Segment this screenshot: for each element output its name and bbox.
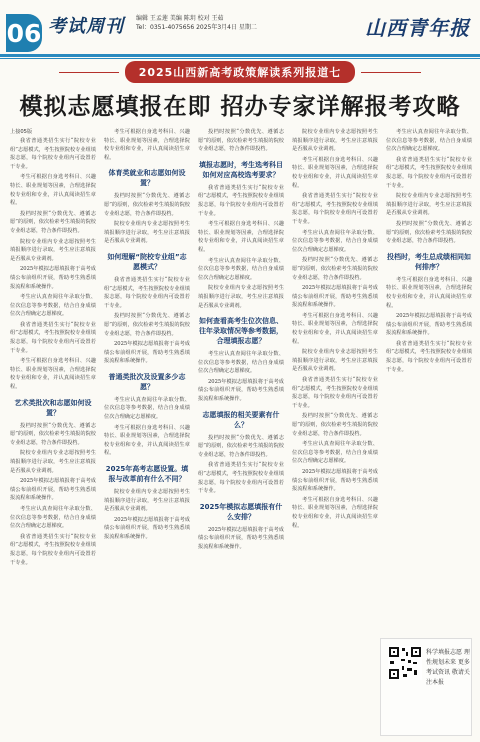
paragraph: 考生应认真查阅往年录取分数、位次信息等参考数据，结合自身成绩位次合理确定志愿梯度。 (386, 129, 472, 153)
paragraph: 2025年模拟志愿填报将于高考成绩公布前组织开展，帮助考生熟悉填报流程和系统操作。 (292, 285, 378, 309)
headline: 模拟志愿填报在即 招办专家详解报考攻略 (19, 94, 461, 120)
paragraph: 考生可根据自身选考科目、兴趣特长、职业规划等因素，合理选择院校专业组和专业，并认真阅读招生章程。 (292, 496, 378, 529)
paragraph: 我省普通类招生实行“院校专业组”志愿模式，考生按照院校专业组填报志愿，每个院校专业组内可设置若干专业。 (292, 193, 378, 225)
paragraph: 2025年模拟志愿填报将于高考成绩公布前组织开展，帮助考生熟悉填报流程和系统操作。 (104, 516, 190, 540)
paragraph: 我省普通类招生实行“院校专业组”志愿模式，考生按照院校专业组填报志愿，每个院校专业组内可设置若干专业。 (386, 156, 472, 189)
paragraph: 院校专业组内专业志愿按照考生填报顺序进行录取，考生应注意填报是否服从专业调剂。 (386, 193, 472, 217)
paragraph: 投档时按照“分数优先、遵循志愿”的原则，依次检索考生填报的院校专业组志愿，符合条件即投档。 (292, 257, 378, 281)
paragraph: 我省普通类招生实行“院校专业组”志愿模式，考生按照院校专业组填报志愿，每个院校专业组内可设置若干专业。 (198, 462, 284, 495)
section-heading: 如何查看高考生位次信息、往年录取情况等参考数据，合理填报志愿？ (199, 317, 283, 346)
column-2 (104, 128, 190, 732)
paragraph: 投档时按照“分数优先、遵循志愿”的原则，依次检索考生填报的院校专业组志愿，符合条件即投档。 (386, 220, 472, 245)
section-heading: 艺术类批次和志愿如何设置？ (14, 398, 92, 417)
paragraph: 院校专业组内专业志愿按照考生填报顺序进行录取，考生应注意填报是否服从专业调剂。 (198, 285, 284, 309)
paragraph: 投档时按照“分数优先、遵循志愿”的原则，依次检索考生填报的院校专业组志愿，符合条件即投档。 (198, 434, 284, 458)
editor-credits: 编辑 王孟莲 美编 陈玥 校对 王茹 (136, 15, 224, 22)
column-4 (292, 128, 378, 732)
publication-title: 考试周刊 (48, 16, 124, 37)
series-title: 2025山西新高考政策解读系列报道七 (125, 61, 356, 83)
banner-rule-left (59, 72, 119, 73)
paragraph: 院校专业组内专业志愿按照考生填报顺序进行录取，考生应注意填报是否服从专业调剂。 (292, 129, 378, 153)
paragraph: 考生应认真查阅往年录取分数、位次信息等参考数据，结合自身成绩位次合理确定志愿梯度。 (198, 257, 284, 281)
paragraph: 考生应认真查阅往年录取分数、位次信息等参考数据，结合自身成绩位次合理确定志愿梯度。 (292, 441, 378, 465)
paragraph: 考生可根据自身选考科目、兴趣特长、职业规划等因素，合理选择院校专业组和专业，并认真阅读招生章程。 (292, 312, 378, 345)
paragraph: 我省普通类招生实行“院校专业组”志愿模式，考生按照院校专业组填报志愿，每个院校专业组内可设置若干专业。 (10, 138, 96, 170)
paragraph: 考生应认真查阅往年录取分数、位次信息等参考数据，结合自身成绩位次合理确定志愿梯度。 (292, 229, 378, 253)
paragraph: 考生可根据自身选考科目、兴趣特长、职业规划等因素，合理选择院校专业组和专业，并认真阅读招生章程。 (104, 424, 190, 457)
paragraph: 考生应认真查阅往年录取分数、位次信息等参考数据，结合自身成绩位次合理确定志愿梯度。 (10, 294, 96, 318)
paragraph: 2025年模拟志愿填报将于高考成绩公布前组织开展，帮助考生熟悉填报流程和系统操作。 (292, 468, 378, 493)
paragraph: 2025年模拟志愿填报将于高考成绩公布前组织开展，帮助考生熟悉填报流程和系统操作。 (104, 341, 190, 365)
column-1 (10, 128, 96, 732)
paragraph: 投档时按照“分数优先、遵循志愿”的原则，依次检索考生填报的院校专业组志愿，符合条件即投档。 (10, 422, 96, 446)
paragraph: 考生应认真查阅往年录取分数、位次信息等参考数据，结合自身成绩位次合理确定志愿梯度。 (10, 505, 96, 530)
paragraph: 我省普通类招生实行“院校专业组”志愿模式，考生按照院校专业组填报志愿，每个院校专业组内可设置若干专业。 (10, 533, 96, 566)
paragraph: 考生可根据自身选考科目、兴趣特长、职业规划等因素，合理选择院校专业组和专业，并认真阅读招生章程。 (386, 276, 472, 309)
paragraph: 院校专业组内专业志愿按照考生填报顺序进行录取，考生应注意填报是否服从专业调剂。 (104, 221, 190, 245)
promo-text: 科学填报志愿 理性规划未来 更多考试资讯 敬请关注本报 (426, 649, 470, 686)
section-heading: 投档时，考生总成绩相同如何排序？ (387, 252, 471, 271)
paragraph: 考生可根据自身选考科目、兴趣特长、职业规划等因素，合理选择院校专业组和专业，并认真阅读招生章程。 (292, 156, 378, 189)
header-rule-thin (0, 58, 480, 59)
paragraph: 2025年模拟志愿填报将于高考成绩公布前组织开展，帮助考生熟悉填报流程和系统操作。 (198, 526, 284, 550)
header-meta (136, 14, 257, 32)
section-heading: 志愿填报的相关要素有什么？ (202, 410, 280, 429)
paragraph: 院校专业组内专业志愿按照考生填报顺序进行录取，考生应注意填报是否服从专业调剂。 (10, 450, 96, 474)
byline: 上接05版 (10, 129, 33, 135)
paragraph: 我省普通类招生实行“院校专业组”志愿模式，考生按照院校专业组填报志愿，每个院校专业组内可设置若干专业。 (104, 276, 190, 309)
qr-code-icon[interactable] (388, 646, 422, 680)
paragraph: 考生可根据自身选考科目、兴趣特长、职业规划等因素，合理选择院校专业组和专业，并认真阅读招生章程。 (10, 358, 96, 391)
paragraph: 考生可根据自身选考科目、兴趣特长、职业规划等因素，合理选择院校专业组和专业，并认真阅读招生章程。 (198, 221, 284, 253)
paragraph: 投档时按照“分数优先、遵循志愿”的原则，依次检索考生填报的院校专业组志愿，符合条件即投档。 (292, 413, 378, 437)
paragraph: 院校专业组内专业志愿按照考生填报顺序进行录取，考生应注意填报是否服从专业调剂。 (10, 238, 96, 262)
paragraph: 考生应认真查阅往年录取分数、位次信息等参考数据，结合自身成绩位次合理确定志愿梯度。 (104, 396, 190, 421)
banner-rule-right (361, 72, 421, 73)
newspaper-brand: 山西青年报 (365, 16, 470, 40)
paragraph: 院校专业组内专业志愿按照考生填报顺序进行录取，考生应注意填报是否服从专业调剂。 (104, 489, 190, 513)
paragraph: 2025年模拟志愿填报将于高考成绩公布前组织开展，帮助考生熟悉填报流程和系统操作。 (386, 313, 472, 337)
paragraph: 我省普通类招生实行“院校专业组”志愿模式，考生按照院校专业组填报志愿，每个院校专业组内可设置若干专业。 (292, 377, 378, 409)
paragraph: 2025年模拟志愿填报将于高考成绩公布前组织开展，帮助考生熟悉填报流程和系统操作。 (10, 266, 96, 290)
paragraph: 投档时按照“分数优先、遵循志愿”的原则，依次检索考生填报的院校专业组志愿，符合条件即投档。 (10, 210, 96, 234)
paragraph: 2025年模拟志愿填报将于高考成绩公布前组织开展，帮助考生熟悉填报流程和系统操作。 (198, 378, 284, 403)
paragraph: 我省普通类招生实行“院校专业组”志愿模式，考生按照院校专业组填报志愿，每个院校专业组内可设置若干专业。 (198, 184, 284, 217)
paragraph: 考生应认真查阅往年录取分数、位次信息等参考数据，结合自身成绩位次合理确定志愿梯度。 (198, 351, 284, 375)
section-heading: 2025年模拟志愿填报有什么安排？ (199, 502, 283, 521)
paragraph: 我省普通类招生实行“院校专业组”志愿模式，考生按照院校专业组填报志愿，每个院校专业组内可设置若干专业。 (386, 340, 472, 373)
page-number: 06 (6, 14, 42, 52)
paragraph: 2025年模拟志愿填报将于高考成绩公布前组织开展，帮助考生熟悉填报流程和系统操作。 (10, 478, 96, 502)
section-heading: 如何理解“院校专业组”志愿模式？ (107, 252, 187, 271)
section-heading: 2025年高考志愿设置。填报与改革前有什么不同？ (105, 465, 189, 484)
paragraph: 投档时按照“分数优先、遵循志愿”的原则，依次检索考生填报的院校专业组志愿，符合条件即投档。 (104, 313, 190, 337)
paragraph: 我省普通类招生实行“院校专业组”志愿模式，考生按照院校专业组填报志愿，每个院校专业组内可设置若干专业。 (10, 321, 96, 354)
section-heading: 填报志愿时，考生选考科目如何对应高校选考要求？ (199, 160, 283, 179)
paragraph: 考生可根据自身选考科目、兴趣特长、职业规划等因素，合理选择院校专业组和专业，并认真阅读招生章程。 (10, 174, 96, 207)
paragraph: 考生可根据自身选考科目、兴趣特长、职业规划等因素，合理选择院校专业组和专业，并认真阅读招生章程。 (104, 129, 190, 161)
date-line: Tel：0351-4075656 2025年3月4日 星期二 (136, 24, 257, 31)
section-heading: 普通类批次及设置多少志愿？ (108, 372, 186, 391)
paragraph: 院校专业组内专业志愿按照考生填报顺序进行录取，考生应注意填报是否服从专业调剂。 (292, 349, 378, 373)
series-banner (0, 62, 480, 82)
section-heading: 体育类就业和志愿如何设置？ (108, 169, 186, 188)
column-3 (198, 128, 284, 732)
paragraph: 投档时按照“分数优先、遵循志愿”的原则，依次检索考生填报的院校专业组志愿，符合条件即投档。 (104, 193, 190, 217)
header-rule (0, 54, 480, 57)
paragraph: 投档时按照“分数优先、遵循志愿”的原则，依次检索考生填报的院校专业组志愿，符合条件即投档。 (198, 129, 284, 153)
